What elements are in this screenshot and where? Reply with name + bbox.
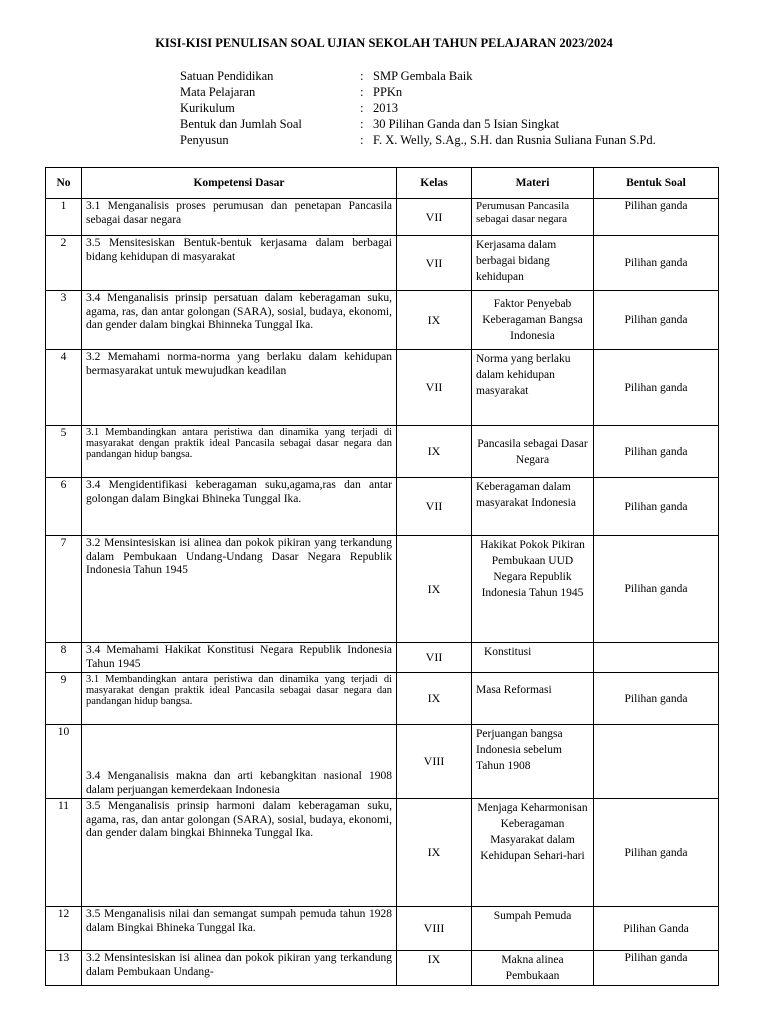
table-row	[46, 236, 719, 291]
row-materi: Norma yang berlaku dalam kehidupan masyarakat	[472, 350, 594, 426]
row-kompetensi-dasar: 3.1 Membandingkan antara peristiwa dan dinamika yang terjadi di masyarakat dengan praktik ideal Pancasila sebagai dasar negara dan pandangan hidup bangsa.	[82, 673, 397, 725]
meta-row	[180, 68, 656, 84]
row-no: 3	[46, 291, 82, 350]
row-bentuk-soal	[594, 643, 719, 673]
row-bentuk-soal: Pilihan ganda	[594, 350, 719, 426]
row-no: 5	[46, 426, 82, 478]
table-header-row	[46, 168, 719, 199]
row-no: 8	[46, 643, 82, 673]
row-no: 10	[46, 725, 82, 799]
header-kelas: Kelas	[397, 168, 472, 199]
table-row	[46, 951, 719, 986]
row-no: 2	[46, 236, 82, 291]
row-kelas: VIII	[397, 907, 472, 951]
row-kompetensi-dasar: 3.4 Memahami Hakikat Konstitusi Negara Republik Indonesia Tahun 1945	[82, 643, 397, 673]
row-kelas: IX	[397, 291, 472, 350]
row-kelas: IX	[397, 673, 472, 725]
row-materi: Konstitusi	[472, 643, 594, 673]
meta-label: Penyusun	[180, 133, 229, 147]
row-kompetensi-dasar: 3.5 Menganalisis prinsip harmoni dalam keberagaman suku, agama, ras, dan antar golongan (SARA), sosial, budaya, ekonomi, dan gender dalam bingkai Bhinneka Tunggal Ika.	[82, 799, 397, 907]
table-row	[46, 907, 719, 951]
row-kompetensi-dasar: 3.4 Mengidentifikasi keberagaman suku,agama,ras dan antar golongan dalam Bingkai Bhineka Tunggal Ika.	[82, 478, 397, 536]
row-bentuk-soal: Pilihan ganda	[594, 951, 719, 986]
row-bentuk-soal	[594, 725, 719, 799]
row-kelas: VII	[397, 350, 472, 426]
row-bentuk-soal: Pilihan ganda	[594, 673, 719, 725]
row-materi: Pancasila sebagai Dasar Negara	[472, 426, 594, 478]
meta-row	[180, 132, 656, 148]
table-row	[46, 291, 719, 350]
row-kompetensi-dasar: 3.4 Menganalisis makna dan arti kebangkitan nasional 1908 dalam perjuangan kemerdekaan Indonesia	[82, 725, 397, 799]
meta-separator: :	[360, 85, 364, 99]
row-kompetensi-dasar: 3.1 Menganalisis proses perumusan dan penetapan Pancasila sebagai dasar negara	[82, 199, 397, 236]
meta-value: SMP Gembala Baik	[373, 69, 473, 83]
row-kelas: VII	[397, 236, 472, 291]
meta-separator: :	[360, 101, 364, 115]
row-no: 4	[46, 350, 82, 426]
table-row	[46, 536, 719, 643]
row-bentuk-soal: Pilihan ganda	[594, 291, 719, 350]
row-kompetensi-dasar: 3.2 Mensintesiskan isi alinea dan pokok pikiran yang terkandung dalam Pembukaan Undang-	[82, 951, 397, 986]
row-materi: Sumpah Pemuda	[472, 907, 594, 951]
table-row	[46, 426, 719, 478]
row-kompetensi-dasar: 3.4 Menganalisis prinsip persatuan dalam keberagaman suku, agama, ras, dan antar golongan (SARA), sosial, budaya, ekonomi, dan gender dalam bingkai Bhinneka Tunggal Ika.	[82, 291, 397, 350]
row-kelas: IX	[397, 536, 472, 643]
row-materi: Menjaga Keharmonisan Keberagaman Masyarakat dalam Kehidupan Sehari-hari	[472, 799, 594, 907]
meta-row	[180, 100, 656, 116]
row-no: 12	[46, 907, 82, 951]
row-no: 1	[46, 199, 82, 236]
table-row	[46, 643, 719, 673]
table-row	[46, 725, 719, 799]
row-materi: Masa Reformasi	[472, 673, 594, 725]
meta-separator: :	[360, 69, 364, 83]
row-no: 11	[46, 799, 82, 907]
meta-label: Mata Pelajaran	[180, 85, 256, 99]
row-bentuk-soal: Pilihan ganda	[594, 799, 719, 907]
row-no: 7	[46, 536, 82, 643]
meta-label: Satuan Pendidikan	[180, 69, 274, 83]
meta-separator: :	[360, 133, 364, 147]
row-bentuk-soal: Pilihan ganda	[594, 426, 719, 478]
row-bentuk-soal: Pilihan ganda	[594, 199, 719, 236]
row-materi: Perjuangan bangsa Indonesia sebelum Tahun 1908	[472, 725, 594, 799]
row-no: 9	[46, 673, 82, 725]
header-no: No	[46, 168, 82, 199]
meta-value: 30 Pilihan Ganda dan 5 Isian Singkat	[373, 117, 560, 131]
meta-label: Kurikulum	[180, 101, 235, 115]
row-materi: Makna alinea Pembukaan	[472, 951, 594, 986]
row-kompetensi-dasar: 3.5 Mensitesiskan Bentuk-bentuk kerjasama dalam berbagai bidang kehidupan di masyarakat	[82, 236, 397, 291]
header-materi: Materi	[472, 168, 594, 199]
row-kelas: VII	[397, 478, 472, 536]
document-meta	[180, 68, 656, 148]
row-bentuk-soal: Pilihan ganda	[594, 236, 719, 291]
row-kelas: IX	[397, 426, 472, 478]
meta-value: F. X. Welly, S.Ag., S.H. dan Rusnia Suliana Funan S.Pd.	[373, 133, 656, 147]
header-bentuk-soal: Bentuk Soal	[594, 168, 719, 199]
row-bentuk-soal: Pilihan ganda	[594, 478, 719, 536]
row-no: 13	[46, 951, 82, 986]
row-kelas: IX	[397, 951, 472, 986]
meta-label: Bentuk dan Jumlah Soal	[180, 117, 302, 131]
row-kelas: IX	[397, 799, 472, 907]
header-kompetensi-dasar: Kompetensi Dasar	[82, 168, 397, 199]
row-kompetensi-dasar: 3.2 Memahami norma-norma yang berlaku dalam kehidupan bermasyarakat untuk mewujudkan keadilan	[82, 350, 397, 426]
meta-value: 2013	[373, 101, 398, 115]
table-row	[46, 673, 719, 725]
table-row	[46, 478, 719, 536]
table-row	[46, 350, 719, 426]
row-kompetensi-dasar: 3.5 Menganalisis nilai dan semangat sumpah pemuda tahun 1928 dalam Bingkai Bhineka Tunggal Ika.	[82, 907, 397, 951]
row-kompetensi-dasar: 3.2 Mensintesiskan isi alinea dan pokok pikiran yang terkandung dalam Pembukaan Undang-Undang Dasar Negara Republik Indonesia Tahun 1945	[82, 536, 397, 643]
row-materi: Faktor Penyebab Keberagaman Bangsa Indonesia	[472, 291, 594, 350]
row-kelas: VII	[397, 643, 472, 673]
row-materi: Keberagaman dalam masyarakat Indonesia	[472, 478, 594, 536]
meta-row	[180, 116, 656, 132]
row-materi: Hakikat Pokok Pikiran Pembukaan UUD Negara Republik Indonesia Tahun 1945	[472, 536, 594, 643]
row-kompetensi-dasar: 3.1 Membandingkan antara peristiwa dan dinamika yang terjadi di masyarakat dengan praktik ideal Pancasila sebagai dasar negara dan pandangan hidup bangsa.	[82, 426, 397, 478]
row-no: 6	[46, 478, 82, 536]
document-title: KISI-KISI PENULISAN SOAL UJIAN SEKOLAH TAHUN PELAJARAN 2023/2024	[155, 36, 613, 50]
table-row	[46, 199, 719, 236]
row-materi: Perumusan Pancasila sebagai dasar negara	[472, 199, 594, 236]
row-kelas: VII	[397, 199, 472, 236]
meta-separator: :	[360, 117, 364, 131]
row-materi: Kerjasama dalam berbagai bidang kehidupan	[472, 236, 594, 291]
meta-value: PPKn	[373, 85, 403, 99]
table-row	[46, 799, 719, 907]
row-kelas: VIII	[397, 725, 472, 799]
kisi-kisi-table	[45, 167, 719, 986]
row-bentuk-soal: Pilihan ganda	[594, 536, 719, 643]
meta-row	[180, 84, 656, 100]
row-bentuk-soal: Pilihan Ganda	[594, 907, 719, 951]
